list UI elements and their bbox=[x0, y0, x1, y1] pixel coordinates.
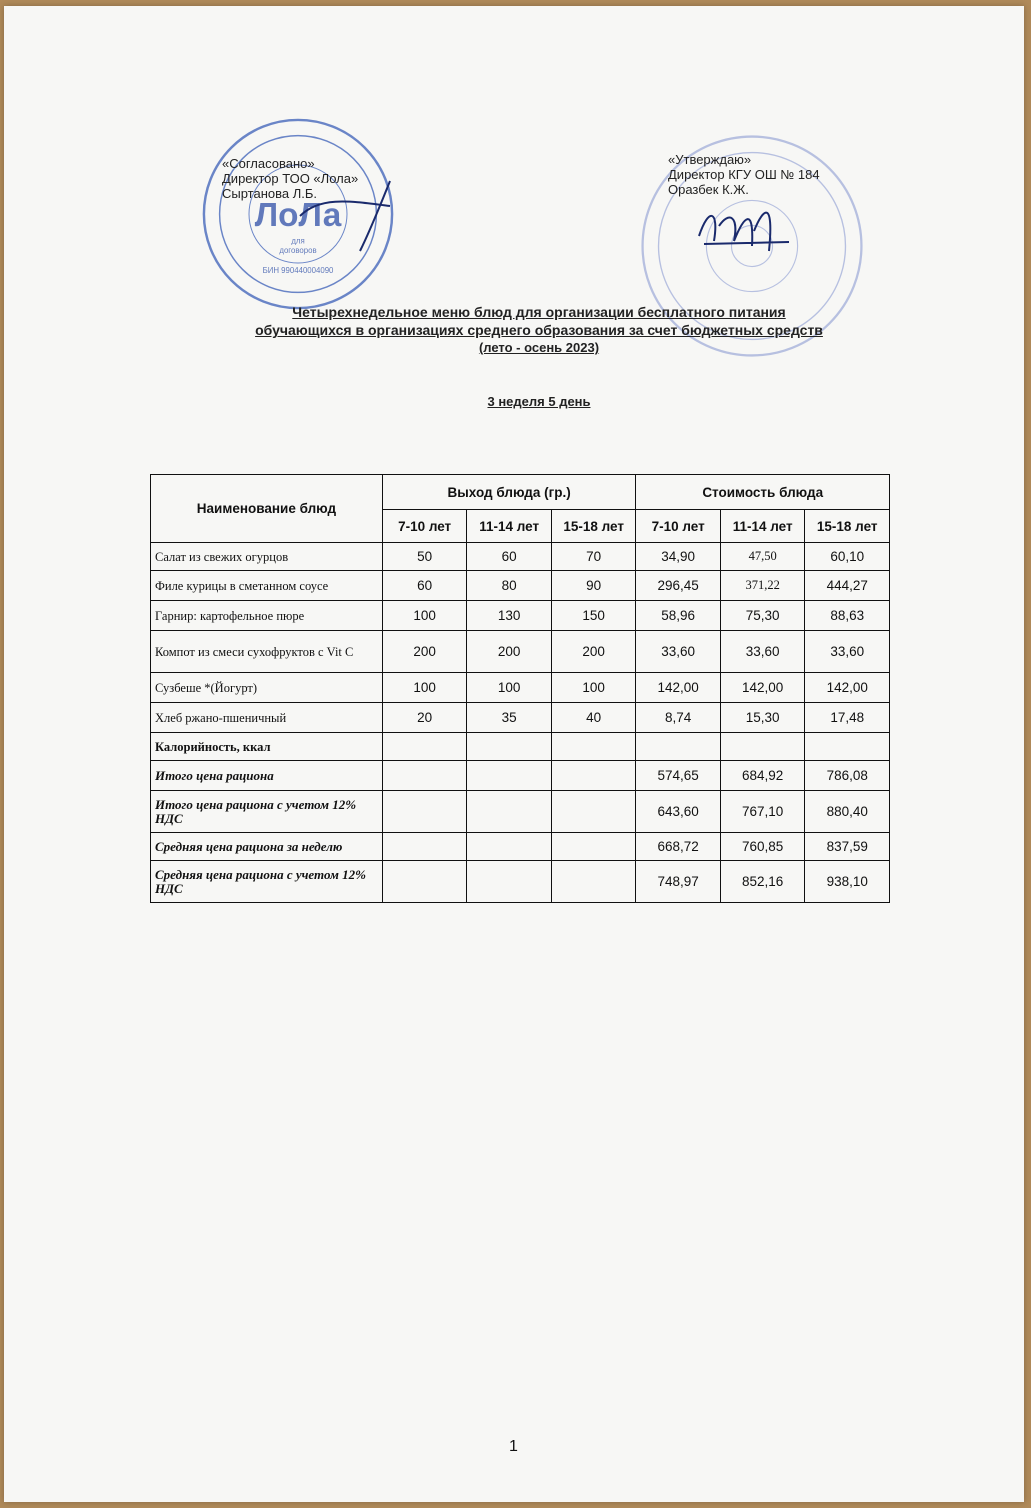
cell: 50 bbox=[382, 543, 467, 571]
title-line-1: Четырехнедельное меню блюд для организации бесплатного питания bbox=[292, 304, 786, 320]
cell: 150 bbox=[551, 601, 636, 631]
cell: 60 bbox=[382, 571, 467, 601]
cell: 80 bbox=[467, 571, 552, 601]
cell: 75,30 bbox=[720, 601, 805, 631]
cell: 100 bbox=[382, 601, 467, 631]
cell: 142,00 bbox=[636, 673, 721, 703]
cell: 574,65 bbox=[636, 761, 721, 791]
dish-name: Салат из свежих огурцов bbox=[151, 543, 383, 571]
cell: 837,59 bbox=[805, 833, 890, 861]
cell: 130 bbox=[467, 601, 552, 631]
calories-label: Калорийность, ккал bbox=[151, 733, 383, 761]
table-row bbox=[151, 703, 890, 733]
cell: 643,60 bbox=[636, 791, 721, 833]
cell: 34,90 bbox=[636, 543, 721, 571]
cell: 33,60 bbox=[805, 631, 890, 673]
cell: 58,96 bbox=[636, 601, 721, 631]
week-day-label: 3 неделя 5 день bbox=[487, 394, 591, 409]
cell: 33,60 bbox=[636, 631, 721, 673]
cell: 35 bbox=[467, 703, 552, 733]
calories-row bbox=[151, 733, 890, 761]
cell: 100 bbox=[551, 673, 636, 703]
stamp-brand: ЛоЛа bbox=[254, 196, 342, 234]
cell: 47,50 bbox=[720, 543, 805, 571]
cell: 17,48 bbox=[805, 703, 890, 733]
header-yield: Выход блюда (гр.) bbox=[382, 475, 636, 510]
cell: 70 bbox=[551, 543, 636, 571]
cell: 444,27 bbox=[805, 571, 890, 601]
document-page bbox=[4, 6, 1024, 1502]
cell: 767,10 bbox=[720, 791, 805, 833]
cell: 40 bbox=[551, 703, 636, 733]
approval-right-line2: Директор КГУ ОШ № 184 bbox=[668, 167, 820, 182]
cell: 938,10 bbox=[805, 861, 890, 903]
cell: 100 bbox=[467, 673, 552, 703]
cell: 60,10 bbox=[805, 543, 890, 571]
dish-name: Сузбеше *(Йогурт) bbox=[151, 673, 383, 703]
cell: 786,08 bbox=[805, 761, 890, 791]
approval-block-right bbox=[668, 152, 820, 197]
header-cost: Стоимость блюда bbox=[636, 475, 890, 510]
title-season: (лето - осень 2023) bbox=[478, 340, 600, 355]
table-row bbox=[151, 601, 890, 631]
header-age: 7-10 лет bbox=[382, 510, 467, 543]
page-number: 1 bbox=[509, 1438, 518, 1455]
cell: 33,60 bbox=[720, 631, 805, 673]
total-row bbox=[151, 861, 890, 903]
cell: 296,45 bbox=[636, 571, 721, 601]
menu-table bbox=[150, 474, 890, 903]
cell: 200 bbox=[382, 631, 467, 673]
cell: 200 bbox=[551, 631, 636, 673]
approval-right-line1: «Утверждаю» bbox=[668, 152, 752, 167]
cell: 60 bbox=[467, 543, 552, 571]
cell: 371,22 bbox=[720, 571, 805, 601]
total-label: Итого цена рациона с учетом 12% НДС bbox=[151, 791, 383, 833]
svg-text:БИН 990440004090: БИН 990440004090 bbox=[262, 265, 334, 275]
header-age: 7-10 лет bbox=[636, 510, 721, 543]
table-row bbox=[151, 543, 890, 571]
cell: 20 bbox=[382, 703, 467, 733]
cell: 8,74 bbox=[636, 703, 721, 733]
total-row bbox=[151, 833, 890, 861]
cell: 142,00 bbox=[720, 673, 805, 703]
cell: 100 bbox=[382, 673, 467, 703]
header-age: 11-14 лет bbox=[720, 510, 805, 543]
dish-name: Хлеб ржано-пшеничный bbox=[151, 703, 383, 733]
approval-left-line2: Директор ТОО «Лола» bbox=[222, 171, 359, 186]
table-row bbox=[151, 673, 890, 703]
cell: 200 bbox=[467, 631, 552, 673]
total-row bbox=[151, 761, 890, 791]
cell: 748,97 bbox=[636, 861, 721, 903]
cell: 852,16 bbox=[720, 861, 805, 903]
table-row bbox=[151, 631, 890, 673]
svg-text:договоров: договоров bbox=[279, 246, 317, 256]
total-row bbox=[151, 791, 890, 833]
header-dish-name: Наименование блюд bbox=[151, 475, 383, 543]
header-age: 15-18 лет bbox=[805, 510, 890, 543]
dish-name: Филе курицы в сметанном соусе bbox=[151, 571, 383, 601]
approval-left-line1: «Согласовано» bbox=[222, 156, 315, 171]
svg-text:для: для bbox=[291, 236, 305, 246]
approval-right-line3: Оразбек К.Ж. bbox=[668, 182, 749, 197]
cell: 90 bbox=[551, 571, 636, 601]
dish-name: Компот из смеси сухофруктов с Vit C bbox=[151, 631, 383, 673]
total-label: Средняя цена рациона за неделю bbox=[151, 833, 383, 861]
table-row bbox=[151, 571, 890, 601]
header-age: 15-18 лет bbox=[551, 510, 636, 543]
total-label: Итого цена рациона bbox=[151, 761, 383, 791]
table-header-row bbox=[151, 475, 890, 510]
title-line-2: обучающихся в организациях среднего образования за счет бюджетных средств bbox=[255, 322, 823, 338]
header-age: 11-14 лет bbox=[467, 510, 552, 543]
dish-name: Гарнир: картофельное пюре bbox=[151, 601, 383, 631]
cell: 684,92 bbox=[720, 761, 805, 791]
cell: 668,72 bbox=[636, 833, 721, 861]
cell: 880,40 bbox=[805, 791, 890, 833]
approval-left-line3: Сыртанова Л.Б. bbox=[222, 186, 318, 201]
cell: 142,00 bbox=[805, 673, 890, 703]
cell: 760,85 bbox=[720, 833, 805, 861]
cell: 15,30 bbox=[720, 703, 805, 733]
signature-right-icon bbox=[694, 196, 794, 256]
signature-left-icon bbox=[240, 176, 410, 256]
total-label: Средняя цена рациона с учетом 12% НДС bbox=[151, 861, 383, 903]
cell: 88,63 bbox=[805, 601, 890, 631]
